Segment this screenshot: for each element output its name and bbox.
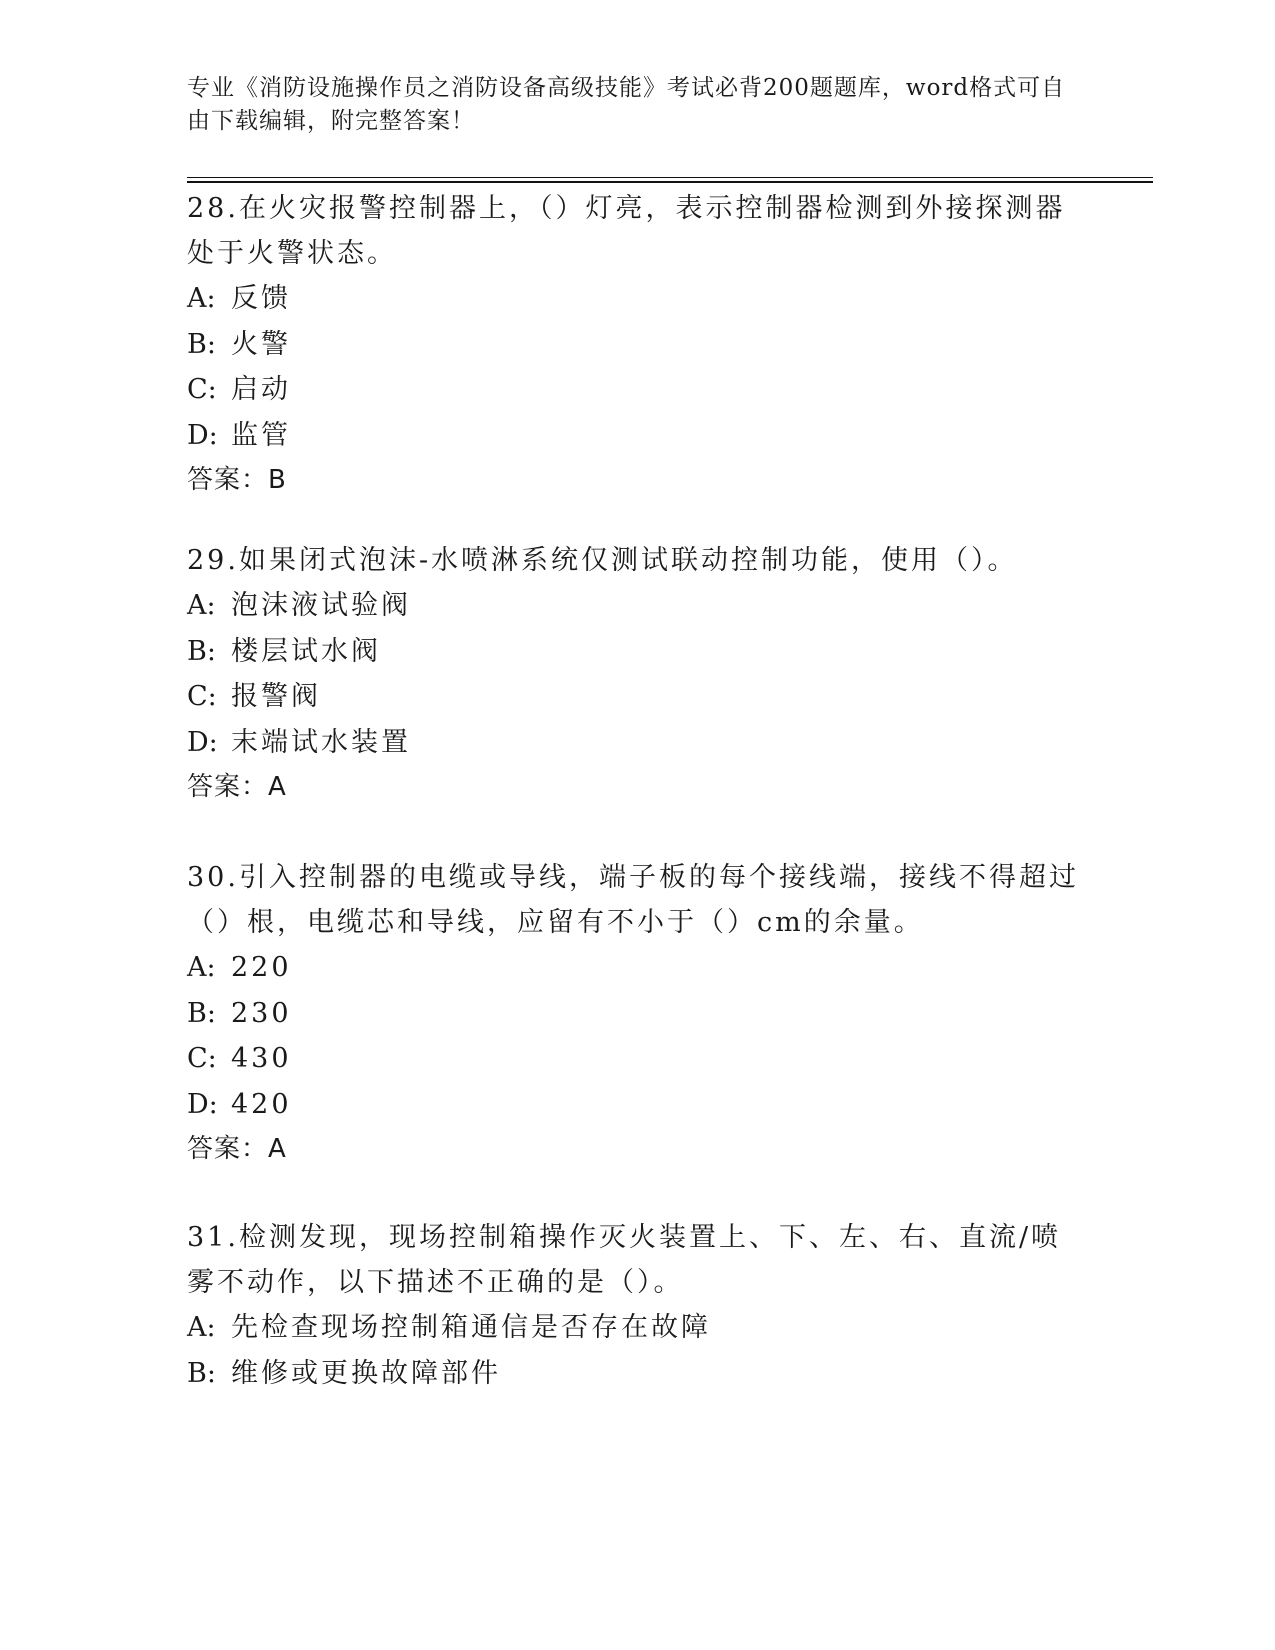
option-letter: D: [187,1088,218,1120]
option-text: 楼层试水阀 [231,635,381,667]
option-text: 230 [231,997,292,1029]
option-b [187,322,1087,368]
option-letter: A: [187,1312,216,1343]
option-text: 先检查现场控制箱通信是否存在故障 [231,1312,711,1343]
option-a [187,583,1087,629]
option-letter: D: [187,726,218,758]
question-31 [187,1215,1087,1396]
answer-line: 答案：A [187,772,287,802]
question-30 [187,855,1087,1172]
option-letter: A: [187,590,216,621]
option-b [187,991,1087,1037]
option-text: 维修或更换故障部件 [231,1357,501,1389]
question-28 [187,186,1087,503]
option-text: 火警 [231,328,291,360]
option-text: 430 [231,1043,292,1074]
option-a [187,1305,1087,1351]
option-c [187,367,1087,413]
option-text: 220 [231,952,292,983]
option-letter: D: [187,419,218,451]
option-b [187,1351,1087,1397]
option-text: 反馈 [231,283,291,314]
document-header: 专业《消防设施操作员之消防设备高级技能》考试必背200题题库，word格式可自由下载编辑，附完整答案！ [187,75,1066,134]
question-stem: 29.如果闭式泡沫-水喷淋系统仅测试联动控制功能，使用（）。 [187,545,1018,576]
answer-line: 答案：A [187,1134,287,1164]
option-letter: B: [187,328,216,360]
answer-line: 答案：B [187,465,287,495]
option-letter: C: [187,374,217,405]
option-text: 启动 [231,374,291,405]
option-letter: B: [187,1357,216,1389]
question-stem: 28.在火灾报警控制器上，（）灯亮，表示控制器检测到外接探测器处于火警状态。 [187,193,1066,269]
option-letter: A: [187,952,216,983]
header-divider-thick [187,181,1153,183]
question-29 [187,538,1087,810]
option-letter: C: [187,681,217,712]
option-text: 420 [231,1088,292,1120]
option-c [187,1036,1087,1082]
option-text: 监管 [231,419,291,451]
question-stem: 30.引入控制器的电缆或导线，端子板的每个接线端，接线不得超过（）根，电缆芯和导线，应留有不小于（）cm的余量。 [187,862,1079,938]
option-d [187,1082,1087,1128]
option-letter: A: [187,283,216,314]
option-d [187,720,1087,766]
question-stem: 31.检测发现，现场控制箱操作灭火装置上、下、左、右、直流/喷雾不动作，以下描述不正确的是（）。 [187,1222,1062,1298]
option-a [187,276,1087,322]
option-text: 末端试水装置 [231,726,411,758]
option-a [187,945,1087,991]
option-text: 报警阀 [231,681,321,712]
option-d [187,413,1087,459]
option-b [187,629,1087,675]
option-c [187,674,1087,720]
option-letter: B: [187,997,216,1029]
header-divider-thin [187,177,1153,178]
option-text: 泡沫液试验阀 [231,590,411,621]
option-letter: C: [187,1043,217,1074]
option-letter: B: [187,635,216,667]
